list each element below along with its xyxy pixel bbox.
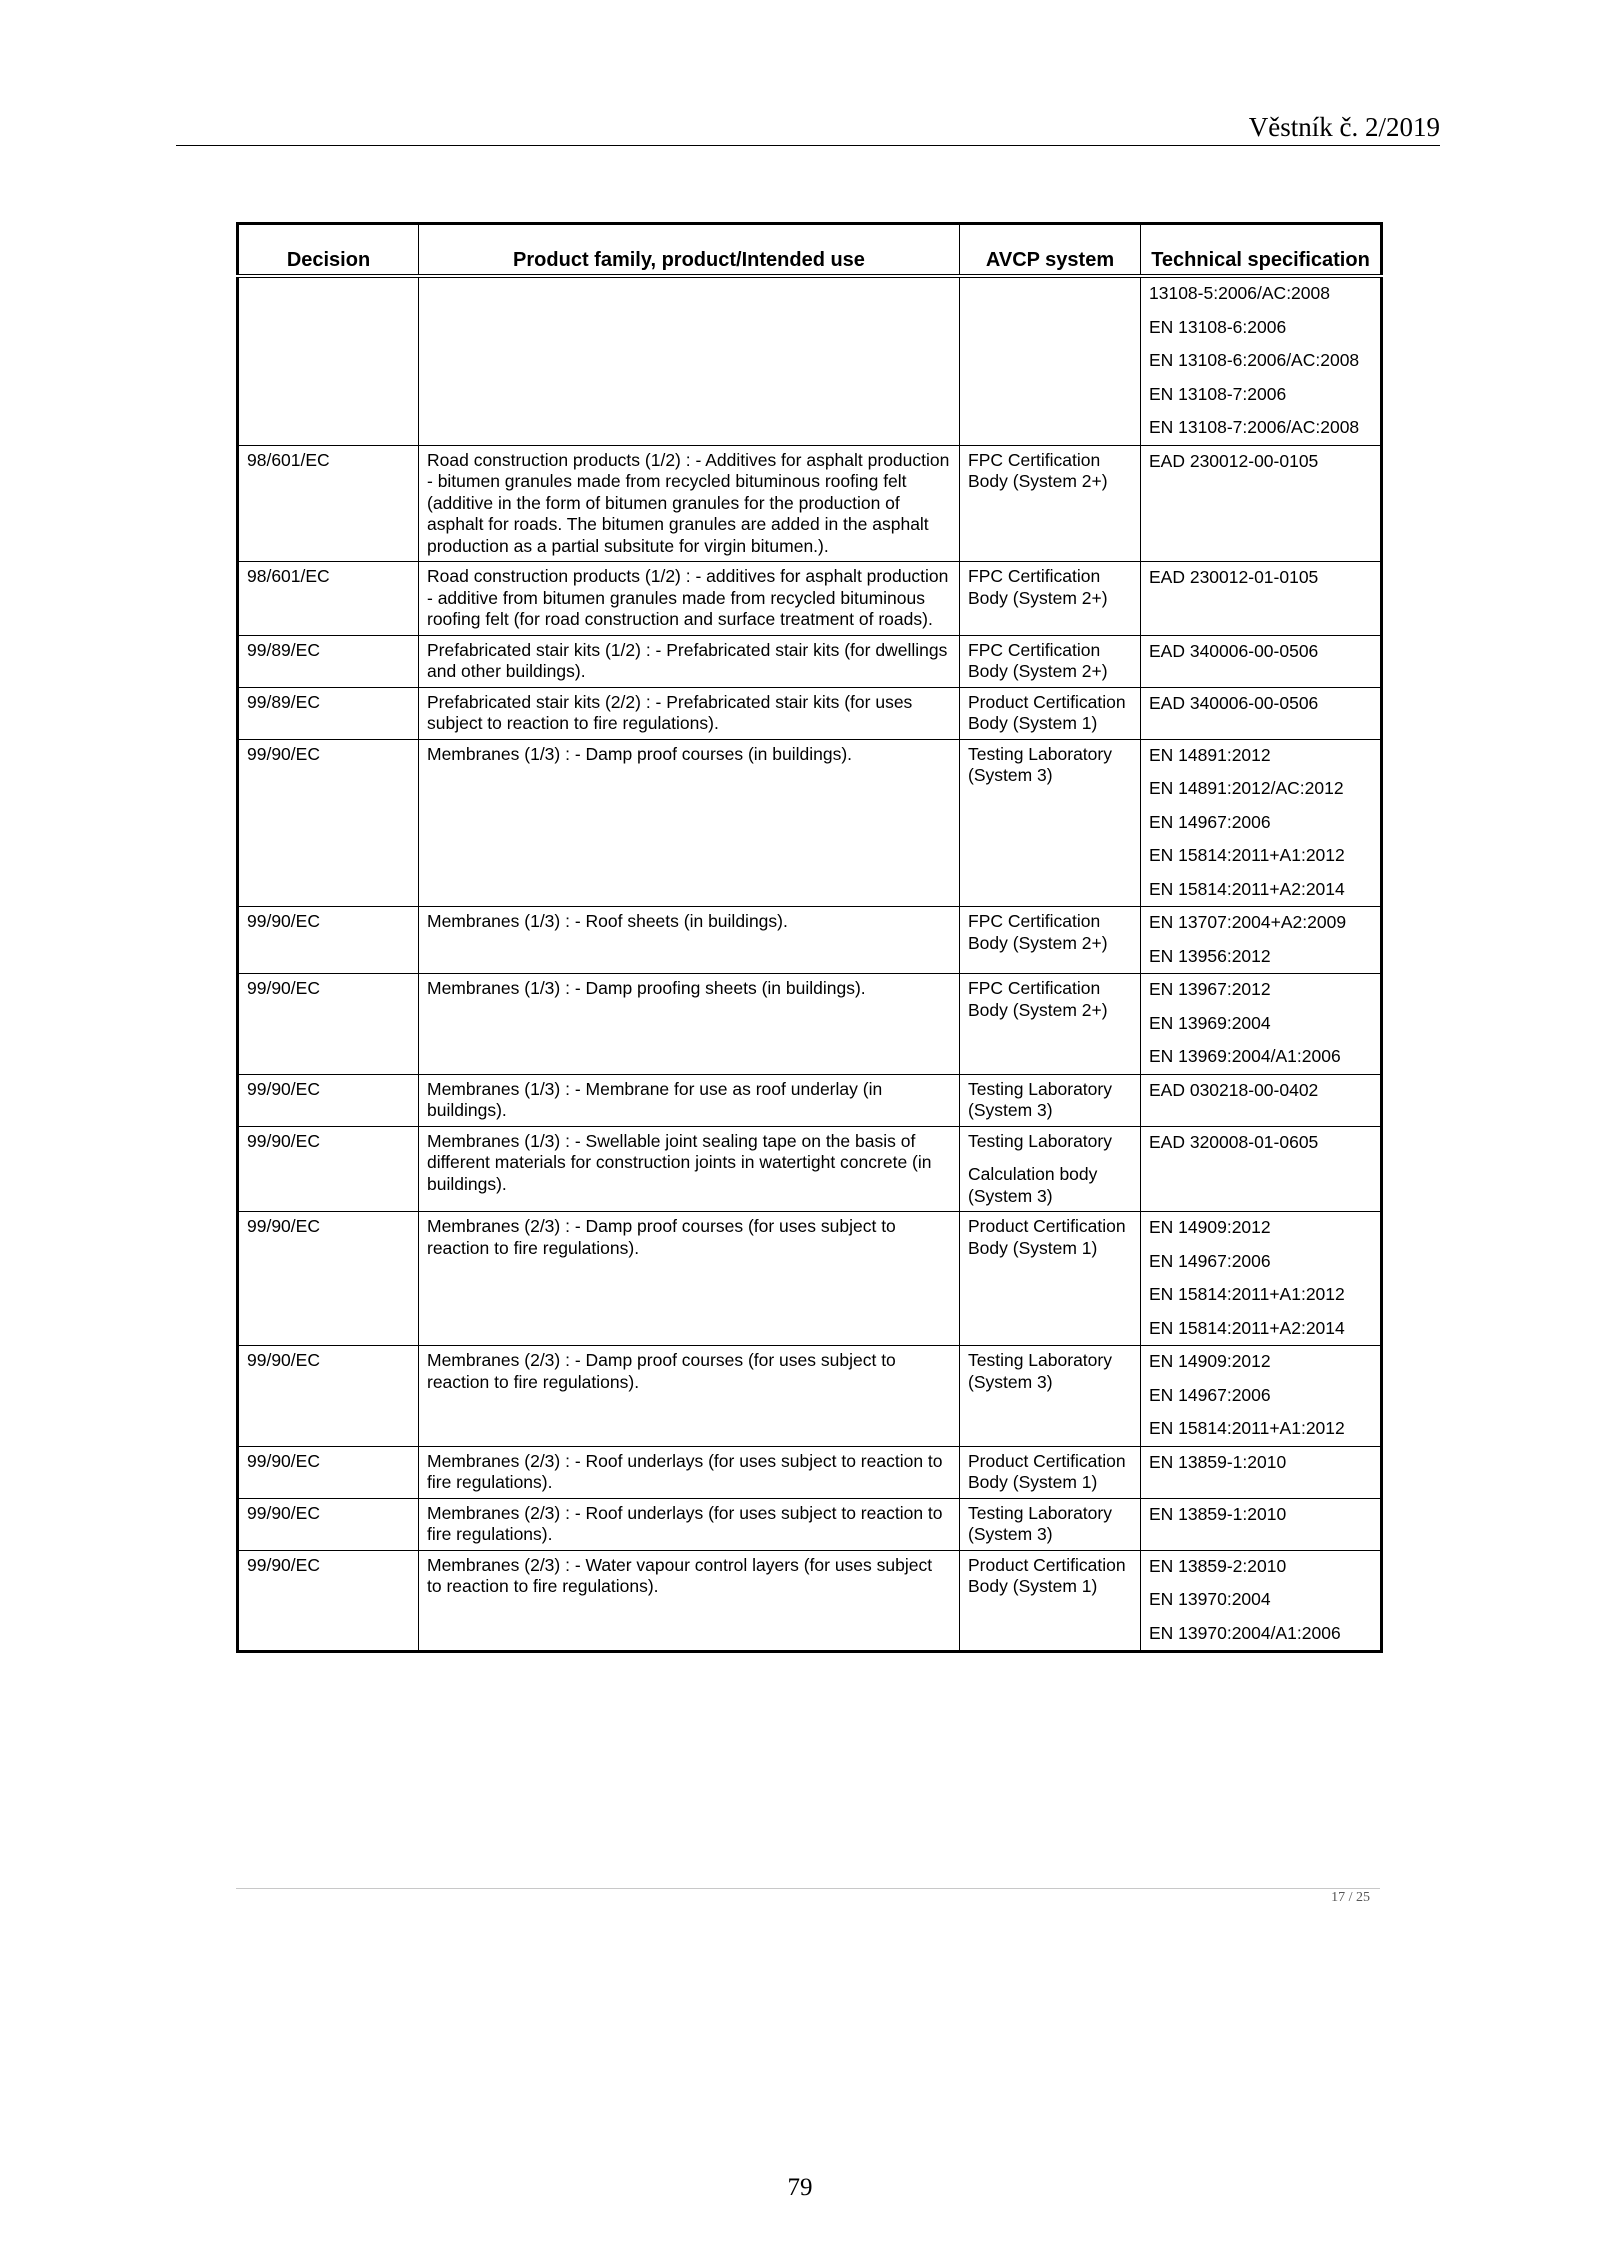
decision-cell: 99/90/EC (238, 1074, 419, 1126)
technical-specification: EAD 230012-00-0105 (1149, 450, 1319, 471)
specification-cell (1141, 974, 1382, 1075)
technical-specification: EN 13707:2004+A2:2009 (1149, 912, 1347, 932)
technical-specification: EN 14967:2006 (1149, 1250, 1271, 1271)
technical-specification: EN 14967:2006 (1149, 811, 1271, 832)
avcp-system: FPC Certification Body (System 2+) (968, 449, 1108, 491)
table-row (238, 739, 1382, 907)
avcp-cell (960, 1074, 1141, 1126)
avcp-cell (960, 562, 1141, 636)
avcp-cell (960, 1212, 1141, 1346)
column-header-specification: Technical specification (1141, 224, 1382, 277)
table-row (238, 1446, 1382, 1498)
decision-cell: 99/90/EC (238, 739, 419, 907)
specification-cell (1141, 276, 1382, 445)
specification-cell (1141, 562, 1382, 636)
decision-cell: 99/90/EC (238, 1550, 419, 1652)
product-cell: Membranes (2/3) : - Damp proof courses (for uses subject to reaction to fire regulations). (419, 1212, 960, 1346)
avcp-system: FPC Certification Body (System 2+) (968, 911, 1108, 953)
specification-cell (1141, 687, 1382, 739)
technical-specification: EN 13970:2004/A1:2006 (1149, 1622, 1341, 1643)
product-cell: Road construction products (1/2) : - additives for asphalt production - additive from bitumen granules made from recycled bituminous roofing felt (for road construction and surface treatment of roads). (419, 562, 960, 636)
avcp-system: Product Certification Body (System 1) (968, 691, 1126, 733)
avcp-cell (960, 445, 1141, 562)
table-row (238, 1346, 1382, 1447)
table-row (238, 1550, 1382, 1652)
avcp-cell (960, 1126, 1141, 1212)
header-rule (176, 145, 1440, 146)
avcp-system: Calculation body (System 3) (968, 1164, 1098, 1206)
specification-cell (1141, 1550, 1382, 1652)
decision-cell: 99/89/EC (238, 635, 419, 687)
specification-cell (1141, 739, 1382, 907)
technical-specification: EN 14891:2012 (1149, 744, 1271, 765)
technical-specification: 13108-5:2006/AC:2008 (1149, 283, 1330, 303)
product-cell: Membranes (1/3) : - Damp proofing sheets (in buildings). (419, 974, 960, 1075)
decision-cell: 99/90/EC (238, 907, 419, 974)
specification-cell (1141, 445, 1382, 562)
table-row (238, 276, 1382, 445)
decision-cell: 99/90/EC (238, 1498, 419, 1550)
technical-specification: EN 13970:2004 (1149, 1589, 1271, 1609)
product-cell: Membranes (1/3) : - Damp proof courses (in buildings). (419, 739, 960, 907)
technical-specification: EN 13108-6:2006 (1149, 316, 1287, 337)
avcp-system: FPC Certification Body (System 2+) (968, 639, 1108, 681)
product-cell: Road construction products (1/2) : - Additives for asphalt production - bitumen granules made from recycled bituminous roofing felt (additive in the form of bitumen granules for the production of asphalt for roads. The bitumen granules are added in the asphalt production as a partial subsitute for virgin bitumen.). (419, 445, 960, 562)
decision-cell: 99/90/EC (238, 1346, 419, 1447)
technical-specification: EN 15814:2011+A1:2012 (1149, 1284, 1345, 1304)
specification-cell (1141, 1498, 1382, 1550)
avcp-system: Testing Laboratory (System 3) (968, 1502, 1112, 1544)
avcp-system: Testing Laboratory (968, 1130, 1112, 1151)
specification-cell (1141, 1346, 1382, 1447)
page-number: 79 (787, 2174, 813, 2201)
table-row (238, 1212, 1382, 1346)
technical-specification: EN 13108-7:2006 (1149, 383, 1287, 404)
decision-cell: 98/601/EC (238, 562, 419, 636)
avcp-system: Product Certification Body (System 1) (968, 1554, 1126, 1596)
technical-specification: EN 13859-1:2010 (1149, 1451, 1287, 1472)
avcp-cell (960, 1346, 1141, 1447)
technical-specification: EN 13108-7:2006/AC:2008 (1149, 417, 1360, 437)
table-row (238, 974, 1382, 1075)
technical-specification: EAD 320008-01-0605 (1149, 1131, 1319, 1152)
decision-cell: 98/601/EC (238, 445, 419, 562)
technical-specification: EN 13969:2004 (1149, 1012, 1271, 1033)
avcp-cell (960, 974, 1141, 1075)
technical-specification: EN 14891:2012/AC:2012 (1149, 778, 1344, 798)
avcp-cell (960, 907, 1141, 974)
avcp-system: Testing Laboratory (System 3) (968, 1350, 1112, 1392)
decision-cell: 99/89/EC (238, 687, 419, 739)
technical-specification: EN 13859-2:2010 (1149, 1555, 1287, 1576)
product-cell: Prefabricated stair kits (1/2) : - Prefabricated stair kits (for dwellings and other buildings). (419, 635, 960, 687)
avcp-cell (960, 1550, 1141, 1652)
technical-specification: EN 13956:2012 (1149, 945, 1271, 966)
technical-specification: EN 15814:2011+A1:2012 (1149, 1418, 1345, 1438)
footer-rule (236, 1888, 1380, 1889)
decision-cell: 99/90/EC (238, 1446, 419, 1498)
avcp-system: Product Certification Body (System 1) (968, 1450, 1126, 1492)
table-row (238, 1126, 1382, 1212)
table-row (238, 1074, 1382, 1126)
product-cell: Membranes (2/3) : - Roof underlays (for uses subject to reaction to fire regulations). (419, 1446, 960, 1498)
technical-specification: EN 13108-6:2006/AC:2008 (1149, 350, 1360, 370)
technical-specification: EN 13859-1:2010 (1149, 1503, 1287, 1524)
specification-cell (1141, 907, 1382, 974)
column-header-product: Product family, product/Intended use (419, 224, 960, 277)
specification-cell (1141, 1446, 1382, 1498)
specification-cell (1141, 1212, 1382, 1346)
decision-cell (238, 276, 419, 445)
product-cell: Membranes (2/3) : - Damp proof courses (for uses subject to reaction to fire regulations). (419, 1346, 960, 1447)
avcp-system: Testing Laboratory (System 3) (968, 1078, 1112, 1120)
decision-cell: 99/90/EC (238, 1212, 419, 1346)
decision-cell: 99/90/EC (238, 974, 419, 1075)
decisions-table (236, 222, 1383, 1653)
technical-specification: EAD 030218-00-0402 (1149, 1079, 1319, 1100)
table-header-row (238, 224, 1382, 277)
technical-specification: EN 15814:2011+A2:2014 (1149, 878, 1345, 899)
table-row (238, 562, 1382, 636)
product-cell: Membranes (2/3) : - Water vapour control layers (for uses subject to reaction to fire regulations). (419, 1550, 960, 1652)
table-row (238, 907, 1382, 974)
table-row (238, 445, 1382, 562)
table-row (238, 1498, 1382, 1550)
specification-cell (1141, 1126, 1382, 1212)
product-cell: Prefabricated stair kits (2/2) : - Prefabricated stair kits (for uses subject to reaction to fire regulations). (419, 687, 960, 739)
technical-specification: EN 14967:2006 (1149, 1384, 1271, 1405)
column-header-decision: Decision (238, 224, 419, 277)
table-body (238, 276, 1382, 1652)
decision-cell: 99/90/EC (238, 1126, 419, 1212)
technical-specification: EN 15814:2011+A2:2014 (1149, 1317, 1345, 1338)
avcp-system: Product Certification Body (System 1) (968, 1216, 1126, 1258)
technical-specification: EAD 230012-01-0105 (1149, 567, 1319, 587)
avcp-cell (960, 739, 1141, 907)
avcp-cell (960, 1498, 1141, 1550)
product-cell: Membranes (2/3) : - Roof underlays (for uses subject to reaction to fire regulations). (419, 1498, 960, 1550)
avcp-cell (960, 276, 1141, 445)
avcp-cell (960, 1446, 1141, 1498)
technical-specification: EN 13969:2004/A1:2006 (1149, 1046, 1341, 1066)
product-cell: Membranes (1/3) : - Roof sheets (in buildings). (419, 907, 960, 974)
avcp-system: Testing Laboratory (System 3) (968, 743, 1112, 785)
column-header-avcp: AVCP system (960, 224, 1141, 277)
avcp-cell (960, 687, 1141, 739)
technical-specification: EN 14909:2012 (1149, 1217, 1271, 1237)
avcp-system: FPC Certification Body (System 2+) (968, 978, 1108, 1020)
product-cell (419, 276, 960, 445)
avcp-system: FPC Certification Body (System 2+) (968, 566, 1108, 608)
product-cell: Membranes (1/3) : - Swellable joint sealing tape on the basis of different materials for construction joints in watertight concrete (in buildings). (419, 1126, 960, 1212)
technical-specification: EN 13967:2012 (1149, 979, 1271, 999)
bulletin-title: Věstník č. 2/2019 (1248, 112, 1440, 142)
technical-specification: EN 14909:2012 (1149, 1351, 1271, 1371)
specification-cell (1141, 635, 1382, 687)
page-of-indicator: 17 / 25 (1331, 1890, 1370, 1905)
table-row (238, 687, 1382, 739)
technical-specification: EAD 340006-00-0506 (1149, 692, 1319, 713)
technical-specification: EN 15814:2011+A1:2012 (1149, 845, 1345, 865)
product-cell: Membranes (1/3) : - Membrane for use as roof underlay (in buildings). (419, 1074, 960, 1126)
table-row (238, 635, 1382, 687)
technical-specification: EAD 340006-00-0506 (1149, 640, 1319, 661)
specification-cell (1141, 1074, 1382, 1126)
avcp-cell (960, 635, 1141, 687)
